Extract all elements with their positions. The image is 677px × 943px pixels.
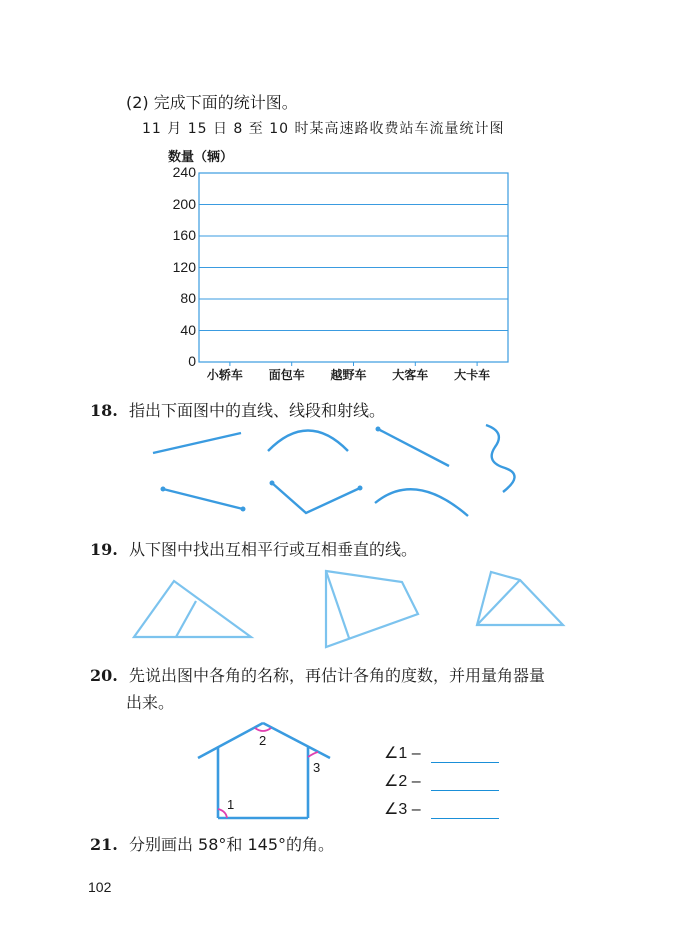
angle-1-mark: [218, 809, 227, 818]
chart-y-axis-label: 数量（辆）: [168, 150, 234, 165]
question-18-text: 指出下面图中的直线、线段和射线。: [128, 401, 385, 420]
angle-1-label: 1: [227, 797, 235, 812]
angle-3-label: 3: [313, 760, 321, 775]
y-tick-label: 200: [172, 195, 196, 212]
answer-angle-3: [384, 799, 499, 819]
answer-angle-1-label: ∠1 –: [384, 745, 421, 762]
y-tick-label: 40: [180, 321, 196, 338]
angle-2-label: 2: [259, 733, 267, 748]
question-19-number: 19.: [90, 540, 118, 559]
question-19-text: 从下图中找出互相平行或互相垂直的线。: [128, 540, 417, 559]
y-tick-label: 240: [172, 164, 196, 180]
angle-2-mark: [255, 728, 271, 731]
question-21-text: 分别画出 58°和 145°的角。: [128, 835, 335, 854]
y-tick-label: 120: [172, 258, 196, 275]
angle-3-mark: [308, 752, 318, 757]
answer-angle-2-label: ∠2 –: [384, 773, 421, 790]
x-category-label: 越野车: [330, 368, 367, 382]
page-number: 102: [88, 879, 112, 895]
roof-right: [263, 723, 330, 758]
answer-angle-3-label: ∠3 –: [384, 801, 421, 818]
question-18-number: 18.: [90, 401, 118, 420]
question-21-number: 21.: [90, 835, 118, 854]
chart-title: 11 月 15 日 8 至 10 时某高速路收费站车流量统计图: [142, 121, 505, 137]
sub-question-label: (2) 完成下面的统计图。: [126, 93, 298, 112]
answer-angle-3-blank[interactable]: [431, 818, 499, 819]
answer-angle-1: [384, 743, 499, 763]
question-20-number: 20.: [90, 666, 118, 685]
answer-angle-1-blank[interactable]: [431, 762, 499, 763]
x-category-label: 面包车: [268, 368, 305, 382]
question-20-text-line1: 先说出图中各角的名称，再估计各角的度数，并用量角器量: [128, 666, 545, 685]
y-tick-label: 160: [172, 227, 196, 243]
roof-left: [198, 723, 263, 758]
y-tick-label: 80: [180, 290, 196, 306]
x-category-label: 小轿车: [206, 368, 243, 382]
x-category-label: 大卡车: [454, 368, 491, 382]
answer-angle-2: [384, 771, 499, 791]
question-20-text-line2: 出来。: [126, 693, 175, 712]
x-category-label: 大客车: [392, 368, 429, 382]
y-tick-label: 0: [188, 353, 196, 369]
answer-angle-2-blank[interactable]: [431, 790, 499, 791]
